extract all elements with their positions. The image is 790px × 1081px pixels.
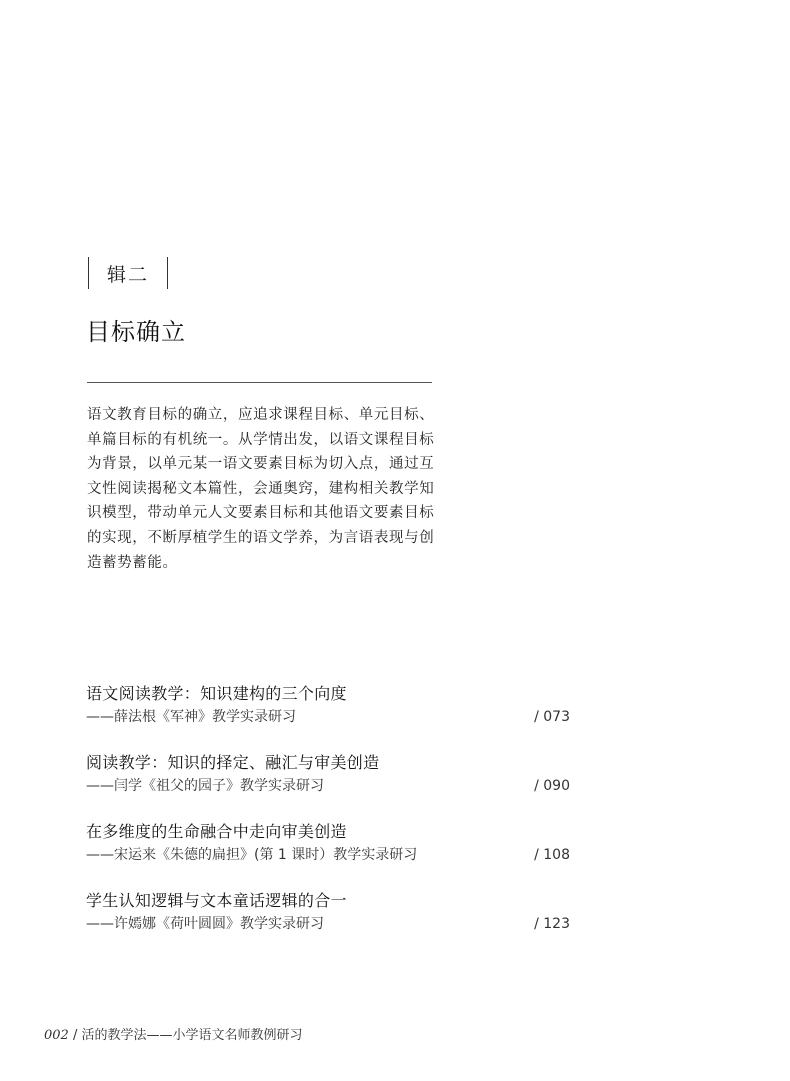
toc-entry-subtitle: ——薛法根《军神》教学实录研习 <box>86 709 296 725</box>
toc-entry-title: 在多维度的生命融合中走向审美创造 <box>86 822 347 841</box>
table-of-contents <box>86 682 570 958</box>
divider <box>87 382 432 383</box>
footer-page-number: 002 <box>44 1028 69 1043</box>
toc-entry-title: 语文阅读教学：知识建构的三个向度 <box>86 684 347 703</box>
toc-entry-page: / 108 <box>534 847 570 863</box>
toc-entry[interactable] <box>86 889 570 958</box>
toc-entry-title: 阅读教学：知识的择定、融汇与审美创造 <box>86 753 380 772</box>
toc-entry-title: 学生认知逻辑与文本童话逻辑的合一 <box>86 891 347 910</box>
footer-separator: / <box>72 1028 78 1043</box>
toc-entry[interactable] <box>86 751 570 820</box>
toc-entry[interactable] <box>86 682 570 751</box>
toc-entry-page: / 073 <box>534 709 570 725</box>
part-label <box>88 257 168 289</box>
toc-entry-subtitle: ——闫学《祖父的园子》教学实录研习 <box>86 778 324 794</box>
toc-entry-subtitle: ——许嫣娜《荷叶圆圆》教学实录研习 <box>86 916 324 932</box>
toc-entry[interactable] <box>86 820 570 889</box>
footer-book-title: 活的教学法——小学语文名师教例研习 <box>81 1028 303 1043</box>
part-label-text: 辑二 <box>107 263 150 286</box>
toc-entry-page: / 090 <box>534 778 570 794</box>
intro-paragraph: 语文教育目标的确立，应追求课程目标、单元目标、单篇目标的有机统一。从学情出发，以语文课程目标为背景，以单元某一语文要素目标为切入点，通过互文性阅读揭秘文本篇性，会通奥窍，建构相关教学知识模型，带动单元人文要素目标和其他语文要素目标的实现，不断厚植学生的语文学养，为言语表现与创造蓄势蓄能。 <box>87 407 435 571</box>
toc-entry-page: / 123 <box>534 916 570 932</box>
page-footer <box>44 1024 303 1043</box>
toc-entry-subtitle: ——宋运来《朱德的扁担》(第 1 课时）教学实录研习 <box>86 847 418 863</box>
section-title: 目标确立 <box>86 318 186 346</box>
